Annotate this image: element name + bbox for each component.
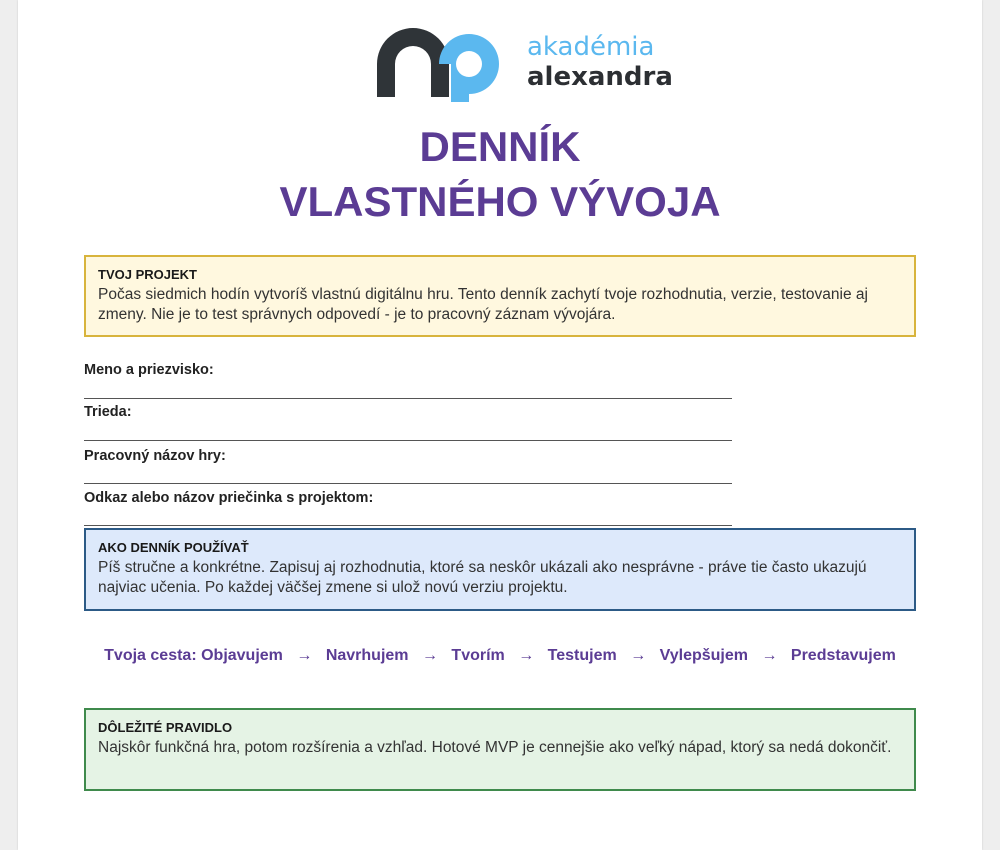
arrow-right-icon: → <box>761 647 778 664</box>
name-field[interactable] <box>84 356 732 399</box>
journey-step-testujem: Testujem <box>547 647 617 664</box>
name-field-label: Meno a priezvisko: <box>84 362 214 378</box>
page-title-line2: VLASTNÉHO VÝVOJA <box>279 178 721 225</box>
journey-step-tvorim: Tvorím <box>451 647 505 664</box>
arrow-right-icon: → <box>296 647 313 664</box>
usage-box-body: Píš stručne a konkrétne. Zapisuj aj rozhodnutia, ktoré sa neskôr ukázali ako nesprávne - práve tie často ukazujú najviac učenia. Po každej väčšej zmene si ulož novú verziu projektu. <box>98 559 867 596</box>
journey-step-vylepsujem: Vylepšujem <box>659 647 748 664</box>
game-title-field-label: Pracovný názov hry: <box>84 448 226 464</box>
project-box-body: Počas siedmich hodín vytvoríš vlastnú digitálnu hru. Tento denník zachytí tvoje rozhodnutia, verzie, testovanie aj zmeny. Nie je to test správnych odpovedí - je to pracovný záznam vývojára. <box>98 286 868 323</box>
logo-mark-icon <box>373 22 523 104</box>
game-title-field[interactable] <box>84 441 732 484</box>
rule-box-body: Najskôr funkčná hra, potom rozšírenia a vzhľad. Hotové MVP je cennejšie ako veľký nápad, ktorý sa nedá dokončiť. <box>98 739 892 756</box>
page-title-line1: DENNÍK <box>419 123 581 170</box>
project-link-field[interactable] <box>84 484 732 526</box>
class-field[interactable] <box>84 398 732 441</box>
journey-prefix: Tvoja cesta: <box>104 647 197 664</box>
akademia-alexandra-logo <box>373 22 673 104</box>
project-box-heading: TVOJ PROJEKT <box>98 267 197 282</box>
arrow-right-icon: → <box>630 647 647 664</box>
journey-step-predstavujem: Predstavujem <box>790 647 896 664</box>
arrow-right-icon: → <box>421 647 438 664</box>
journey-step-navrhujem: Navrhujem <box>325 647 409 664</box>
logo-text-akademia: akadémia <box>527 32 655 62</box>
logo-text-alexandra: alexandra <box>527 62 673 92</box>
usage-info-box <box>84 528 916 611</box>
project-link-field-label: Odkaz alebo názov priečinka s projektom: <box>84 490 374 506</box>
document-page <box>18 0 982 850</box>
arrow-right-icon: → <box>518 647 535 664</box>
journey-line <box>18 647 982 665</box>
rule-info-box <box>84 708 916 791</box>
rule-box-heading: DÔLEŽITÉ PRAVIDLO <box>98 720 233 735</box>
journey-step-objavujem: Objavujem <box>201 647 283 664</box>
class-field-label: Trieda: <box>84 404 132 420</box>
usage-box-heading: AKO DENNÍK POUŽÍVAŤ <box>98 540 249 555</box>
project-info-box <box>84 255 916 337</box>
